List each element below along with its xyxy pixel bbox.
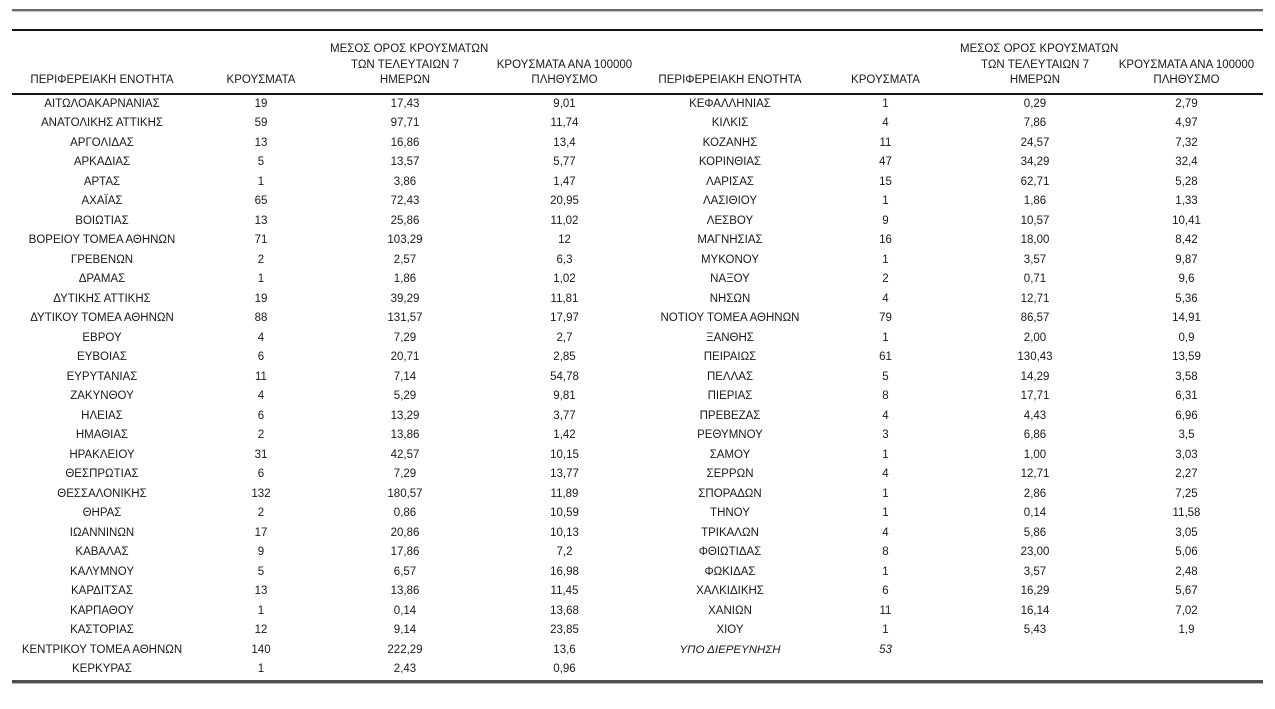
value-cell: 4 — [257, 390, 265, 402]
table-row — [12, 134, 1263, 154]
value-cell: 2,79 — [1175, 97, 1198, 110]
value-cell: 2,85 — [553, 351, 576, 363]
value-cell: 79 — [879, 312, 892, 324]
header-label: ΠΛΗΘΥΣΜΟ — [531, 74, 598, 86]
value-cell: 6 — [257, 468, 265, 480]
value-cell: 5 — [257, 565, 265, 578]
region-cell: ΠΕΛΛΑΣ — [706, 370, 754, 383]
region-cell: ΛΑΣΙΘΙΟΥ — [702, 195, 758, 207]
region-cell: ΚΙΛΚΙΣ — [711, 117, 749, 129]
region-cell: ΕΒΡΟΥ — [82, 331, 122, 344]
value-cell: 180,57 — [387, 487, 423, 500]
value-cell: 6,96 — [1175, 409, 1198, 422]
region-cell: ΞΑΝΘΗΣ — [706, 331, 754, 344]
value-cell: 6 — [257, 409, 265, 422]
value-cell: 3,03 — [1175, 448, 1198, 461]
value-cell: 6,3 — [556, 253, 573, 266]
value-cell: 13,77 — [550, 468, 579, 480]
value-cell: 6,31 — [1175, 390, 1198, 402]
region-cell: ΦΘΙΩΤΙΔΑΣ — [698, 546, 762, 558]
header-cases-right — [811, 30, 960, 94]
value-cell: 13 — [254, 585, 268, 597]
value-cell: 86,57 — [1020, 312, 1050, 324]
value-cell: 5,28 — [1175, 175, 1198, 188]
region-cell: ΚΕΦΑΛΛΗΝΙΑΣ — [689, 97, 771, 110]
value-cell: 1 — [882, 448, 889, 461]
table-row — [12, 602, 1263, 622]
value-cell: 4 — [882, 526, 889, 539]
value-cell: 9 — [882, 214, 889, 227]
value-cell: 13,57 — [390, 156, 420, 168]
table-row — [12, 621, 1263, 641]
value-cell: 11,45 — [550, 585, 579, 597]
value-cell: 1,86 — [393, 273, 417, 285]
value-cell: 11,02 — [550, 214, 579, 227]
value-cell: 7,29 — [393, 331, 417, 344]
value-cell: 8 — [882, 390, 889, 402]
region-cell: ΘΗΡΑΣ — [82, 507, 122, 519]
value-cell: 2,27 — [1175, 468, 1198, 480]
value-cell: 17,71 — [1020, 390, 1050, 402]
value-cell: 103,29 — [387, 234, 423, 246]
header-label: ΠΛΗΘΥΣΜΟ — [1153, 74, 1220, 86]
table-header — [12, 30, 1263, 94]
value-cell: 0,71 — [1023, 273, 1047, 285]
value-cell: 17,97 — [550, 312, 579, 324]
region-cell: ΕΥΡΥΤΑΝΙΑΣ — [66, 370, 138, 383]
value-cell: 12 — [558, 234, 571, 246]
value-cell: 1 — [257, 175, 265, 188]
region-cell: ΝΟΤΙΟΥ ΤΟΜΕΑ ΑΘΗΝΩΝ — [660, 312, 800, 324]
region-cell: ΕΥΒΟΙΑΣ — [77, 351, 127, 363]
value-cell: 3,57 — [1023, 565, 1047, 578]
value-cell: 0,86 — [393, 507, 417, 519]
value-cell: 131,57 — [387, 312, 423, 324]
value-cell — [960, 660, 1110, 680]
region-cell: ΓΡΕΒΕΝΩΝ — [70, 253, 134, 266]
value-cell: 13,4 — [553, 136, 576, 149]
header-avg7-left — [330, 30, 489, 94]
header-label: ΤΩΝ ΤΕΛΕΥΤΑΙΩΝ 7 — [351, 58, 459, 71]
value-cell: 140 — [251, 643, 271, 656]
header-label: ΠΕΡΙΦΕΡΕΙΑΚΗ ΕΝΟΤΗΤΑ — [30, 74, 174, 86]
value-cell: 39,29 — [390, 292, 420, 305]
header-label: ΜΕΣΟΣ ΟΡΟΣ ΚΡΟΥΣΜΑΤΩΝ — [330, 43, 489, 55]
value-cell: 19 — [254, 292, 268, 305]
value-cell: 47 — [879, 156, 892, 168]
table-row — [12, 270, 1263, 290]
value-cell: 23,85 — [550, 624, 579, 636]
region-cell: ΧΙΟΥ — [716, 624, 744, 636]
table-row — [12, 94, 1263, 115]
value-cell: 17,43 — [390, 97, 420, 110]
header-label: ΚΡΟΥΣΜΑΤΑ ΑΝΑ 100000 — [1118, 58, 1255, 71]
value-cell: 1 — [882, 507, 889, 519]
value-cell: 132 — [251, 487, 271, 500]
value-cell: 8 — [882, 546, 889, 558]
value-cell: 3,5 — [1178, 429, 1195, 441]
region-cell: ΔΥΤΙΚΗΣ ΑΤΤΙΚΗΣ — [53, 292, 151, 305]
table-row — [12, 485, 1263, 505]
header-region-right — [649, 30, 811, 94]
value-cell: 54,78 — [550, 370, 579, 383]
value-cell: 32,4 — [1175, 156, 1198, 168]
header-cases-left — [192, 30, 330, 94]
value-cell: 1 — [882, 624, 889, 636]
value-cell: 11,89 — [550, 487, 579, 500]
value-cell: 12,71 — [1020, 468, 1050, 480]
value-cell: 12 — [254, 624, 268, 636]
header-avg7-right — [960, 30, 1119, 94]
region-cell: ΗΛΕΙΑΣ — [81, 409, 123, 422]
table-row — [12, 563, 1263, 583]
value-cell: 4 — [882, 409, 889, 422]
region-cell: ΚΑΒΑΛΑΣ — [75, 546, 129, 558]
top-divider-rule — [12, 9, 1263, 12]
value-cell: 11 — [255, 370, 267, 383]
table-row — [12, 426, 1263, 446]
value-cell: 4 — [882, 292, 889, 305]
value-cell: 3,05 — [1175, 526, 1198, 539]
region-cell: ΚΕΡΚΥΡΑΣ — [72, 663, 132, 675]
value-cell: 4,97 — [1175, 117, 1198, 129]
value-cell: 0,14 — [1023, 507, 1047, 519]
table-row — [12, 582, 1263, 602]
value-cell: 34,29 — [1020, 156, 1050, 168]
region-cell: ΚΑΛΥΜΝΟΥ — [70, 565, 134, 578]
region-cell: ΛΑΡΙΣΑΣ — [705, 175, 755, 188]
value-cell: 4,43 — [1023, 409, 1047, 422]
value-cell: 13 — [254, 214, 268, 227]
header-region-left — [12, 30, 192, 94]
region-cell: ΛΕΣΒΟΥ — [706, 214, 754, 227]
value-cell: 1,86 — [1023, 195, 1047, 207]
region-cell: ΤΗΝΟΥ — [710, 507, 750, 519]
value-cell: 11,58 — [1172, 507, 1201, 519]
region-cell: ΑΡΚΑΔΙΑΣ — [73, 156, 131, 168]
value-cell: 61 — [879, 351, 892, 363]
region-cell: ΚΟΖΑΝΗΣ — [702, 136, 758, 149]
value-cell: 23,00 — [1020, 546, 1050, 558]
region-cell: ΚΟΡΙΝΘΙΑΣ — [698, 156, 762, 168]
value-cell: 7,29 — [393, 468, 417, 480]
value-cell: 17,86 — [390, 546, 420, 558]
value-cell: 5,06 — [1175, 546, 1198, 558]
region-cell: ΔΡΑΜΑΣ — [78, 273, 126, 285]
region-cell: ΚΕΝΤΡΙΚΟΥ ΤΟΜΕΑ ΑΘΗΝΩΝ — [21, 643, 183, 656]
header-label: ΚΡΟΥΣΜΑΤΑ — [851, 74, 920, 86]
value-cell: 11 — [879, 604, 892, 617]
value-cell: 3 — [882, 429, 889, 441]
value-cell: 13,86 — [390, 429, 420, 441]
table-row — [12, 290, 1263, 310]
region-cell: ΦΩΚΙΔΑΣ — [704, 565, 756, 578]
region-cell: ΧΑΝΙΩΝ — [708, 604, 752, 617]
table-row — [12, 329, 1263, 349]
value-cell: 9 — [257, 546, 265, 558]
region-cell: ΧΑΛΚΙΔΙΚΗΣ — [696, 585, 764, 597]
value-cell: 16,86 — [390, 136, 420, 149]
region-cell: ΚΑΡΔΙΤΣΑΣ — [71, 585, 133, 597]
value-cell: 13 — [254, 136, 268, 149]
table-row — [12, 231, 1263, 251]
value-cell: 71 — [254, 234, 268, 246]
value-cell: 1,02 — [553, 273, 576, 285]
value-cell: 7,86 — [1023, 117, 1047, 129]
table-row — [12, 251, 1263, 271]
table-row — [12, 446, 1263, 466]
table-row — [12, 504, 1263, 524]
value-cell: 19 — [254, 97, 268, 110]
value-cell: 62,71 — [1020, 175, 1050, 188]
value-cell: 1 — [257, 663, 265, 675]
region-cell: ΑΡΓΟΛΙΔΑΣ — [70, 136, 134, 149]
table-row — [12, 387, 1263, 407]
region-cell: ΤΡΙΚΑΛΩΝ — [701, 526, 759, 539]
value-cell: 13,6 — [553, 643, 576, 656]
region-cell: ΔΥΤΙΚΟΥ ΤΟΜΕΑ ΑΘΗΝΩΝ — [30, 312, 174, 324]
value-cell: 10,15 — [550, 448, 579, 461]
value-cell: 16,14 — [1020, 604, 1050, 617]
header-label: ΚΡΟΥΣΜΑΤΑ ΑΝΑ 100000 — [496, 58, 633, 71]
table-row — [12, 543, 1263, 563]
value-cell: 25,86 — [390, 214, 420, 227]
region-cell: ΣΕΡΡΩΝ — [706, 468, 754, 480]
header-row — [12, 30, 1263, 94]
value-cell — [1110, 660, 1263, 680]
header-per100k-right — [1110, 30, 1263, 94]
bottom-border-rule — [12, 680, 1263, 684]
value-cell: 42,57 — [390, 448, 420, 461]
table-row — [12, 153, 1263, 173]
region-cell: ΚΑΣΤΟΡΙΑΣ — [70, 624, 134, 636]
table-row — [12, 660, 1263, 680]
value-cell: 4 — [257, 331, 265, 344]
value-cell: 1 — [882, 195, 889, 207]
value-cell: 6 — [882, 585, 889, 597]
value-cell: 2,00 — [1023, 331, 1047, 344]
region-cell: ΗΡΑΚΛΕΙΟΥ — [69, 448, 135, 461]
region-cell: ΣΠΟΡΑΔΩΝ — [698, 487, 762, 500]
value-cell: 8,42 — [1175, 234, 1198, 246]
table-body — [12, 94, 1263, 680]
table-row — [12, 641, 1263, 661]
value-cell — [811, 660, 960, 680]
value-cell: 2 — [882, 273, 889, 285]
region-cell: ΜΥΚΟΝΟΥ — [700, 253, 760, 266]
region-cell: ΑΡΤΑΣ — [83, 175, 121, 188]
value-cell: 3,77 — [553, 409, 576, 422]
value-cell: 72,43 — [390, 195, 420, 207]
value-cell: 1 — [882, 487, 889, 500]
value-cell: 12,71 — [1020, 292, 1050, 305]
value-cell: 1 — [882, 253, 889, 266]
value-cell: 9,87 — [1175, 253, 1198, 266]
table-row — [12, 368, 1263, 388]
region-cell: ΝΑΞΟΥ — [710, 273, 750, 285]
value-cell: 97,71 — [390, 117, 420, 129]
value-cell: 222,29 — [387, 643, 423, 656]
value-cell: 3,86 — [393, 175, 417, 188]
value-cell: 1,47 — [553, 175, 576, 188]
table-row — [12, 173, 1263, 193]
header-label: ΤΩΝ ΤΕΛΕΥΤΑΙΩΝ 7 — [981, 58, 1089, 71]
value-cell: 13,29 — [390, 409, 420, 422]
table-row — [12, 524, 1263, 544]
value-cell: 2 — [257, 507, 265, 519]
value-cell: 0,14 — [393, 604, 417, 617]
region-cell — [649, 660, 811, 680]
value-cell: 9,14 — [393, 624, 417, 636]
table-row — [12, 407, 1263, 427]
table-row — [12, 212, 1263, 232]
value-cell: 0,29 — [1023, 97, 1047, 110]
table-row — [12, 309, 1263, 329]
value-cell: 2,7 — [556, 331, 573, 344]
value-cell: 0,9 — [1178, 331, 1195, 344]
value-cell: 14,29 — [1020, 370, 1050, 383]
value-cell: 5,77 — [553, 156, 576, 168]
value-cell: 7,25 — [1175, 487, 1198, 500]
value-cell: 10,13 — [550, 526, 579, 539]
value-cell: 20,95 — [550, 195, 579, 207]
value-cell: 2 — [257, 253, 265, 266]
table-row — [12, 348, 1263, 368]
value-cell: 2,43 — [393, 663, 417, 675]
value-cell: 4 — [882, 468, 889, 480]
value-cell: 7,02 — [1175, 604, 1198, 617]
value-cell: 13,59 — [1172, 351, 1201, 363]
region-cell: ΑΝΑΤΟΛΙΚΗΣ ΑΤΤΙΚΗΣ — [40, 117, 163, 129]
value-cell: 5 — [882, 370, 889, 383]
value-cell: 31 — [254, 448, 268, 461]
value-cell: 10,57 — [1020, 214, 1050, 227]
value-cell: 1 — [257, 604, 265, 617]
header-per100k-left — [480, 30, 649, 94]
value-cell: 9,6 — [1178, 273, 1195, 285]
value-cell: 53 — [879, 643, 892, 656]
value-cell: 5,43 — [1023, 624, 1047, 636]
region-cell: ΣΑΜΟΥ — [709, 448, 751, 461]
value-cell: 88 — [254, 312, 268, 324]
region-cell: ΝΗΣΩΝ — [709, 292, 751, 305]
value-cell: 1,9 — [1178, 624, 1195, 636]
value-cell: 1,42 — [553, 429, 576, 441]
value-cell: 14,91 — [1172, 312, 1201, 324]
value-cell: 7,32 — [1175, 136, 1198, 149]
value-cell: 16,29 — [1020, 585, 1050, 597]
value-cell: 13,86 — [390, 585, 420, 597]
value-cell: 20,71 — [390, 351, 420, 363]
header-label: ΠΕΡΙΦΕΡΕΙΑΚΗ ΕΝΟΤΗΤΑ — [658, 74, 802, 86]
value-cell: 6,57 — [393, 565, 417, 578]
value-cell: 10,41 — [1172, 214, 1201, 227]
header-label: ΗΜΕΡΩΝ — [379, 74, 431, 86]
table-row — [12, 114, 1263, 134]
value-cell: 20,86 — [390, 526, 420, 539]
value-cell: 65 — [254, 195, 268, 207]
value-cell: 7,2 — [556, 546, 573, 558]
region-cell: ΑΧΑΪΑΣ — [81, 195, 123, 207]
value-cell: 17 — [254, 526, 268, 539]
value-cell: 1 — [882, 565, 889, 578]
value-cell: 5,36 — [1175, 292, 1198, 305]
value-cell: 2,48 — [1175, 565, 1198, 578]
region-cell: ΗΜΑΘΙΑΣ — [75, 429, 129, 441]
region-cell: ΙΩΑΝΝΙΝΩΝ — [69, 526, 135, 539]
value-cell: 10,59 — [550, 507, 579, 519]
value-cell: 59 — [254, 117, 268, 129]
region-cell: ΘΕΣΣΑΛΟΝΙΚΗΣ — [57, 487, 147, 500]
value-cell: 11,81 — [550, 292, 579, 305]
value-cell: 9,01 — [553, 97, 576, 110]
value-cell: 3,57 — [1023, 253, 1047, 266]
table-row — [12, 465, 1263, 485]
value-cell: 16,98 — [550, 565, 579, 578]
value-cell: 16 — [879, 234, 892, 246]
region-cell: ΠΕΙΡΑΙΩΣ — [703, 351, 757, 363]
value-cell: 13,68 — [550, 604, 579, 617]
value-cell: 7,14 — [393, 370, 417, 383]
value-cell: 130,43 — [1017, 351, 1053, 363]
report-page — [0, 9, 1275, 684]
value-cell: 6,86 — [1023, 429, 1047, 441]
value-cell: 5,67 — [1175, 585, 1198, 597]
header-label: ΚΡΟΥΣΜΑΤΑ — [226, 74, 296, 86]
value-cell: 5,29 — [393, 390, 417, 402]
value-cell: 15 — [879, 175, 892, 188]
value-cell: 1,33 — [1175, 195, 1198, 207]
value-cell: 5,86 — [1023, 526, 1047, 539]
value-cell: 18,00 — [1020, 234, 1050, 246]
value-cell: 2 — [257, 429, 265, 441]
value-cell: 1 — [882, 331, 889, 344]
value-cell: 1 — [882, 97, 889, 110]
value-cell: 9,81 — [553, 390, 576, 402]
regional-cases-table — [12, 29, 1263, 680]
region-cell: ΜΑΓΝΗΣΙΑΣ — [697, 234, 763, 246]
value-cell: 2,57 — [393, 253, 417, 266]
region-cell: ΒΟΡΕΙΟΥ ΤΟΜΕΑ ΑΘΗΝΩΝ — [28, 234, 176, 246]
region-cell: ΠΡΕΒΕΖΑΣ — [699, 409, 761, 422]
header-label: ΜΕΣΟΣ ΟΡΟΣ ΚΡΟΥΣΜΑΤΩΝ — [960, 43, 1119, 55]
value-cell: 24,57 — [1020, 136, 1050, 149]
value-cell — [960, 641, 1110, 661]
region-cell: ΖΑΚΥΝΘΟΥ — [70, 390, 134, 402]
header-label: ΗΜΕΡΩΝ — [1009, 74, 1061, 86]
region-cell: ΚΑΡΠΑΘΟΥ — [70, 604, 134, 617]
value-cell: 5 — [257, 156, 265, 168]
value-cell: 4 — [882, 117, 889, 129]
value-cell: 3,58 — [1175, 370, 1198, 383]
value-cell: 1 — [257, 273, 265, 285]
value-cell: 0,96 — [553, 663, 576, 675]
table-row — [12, 192, 1263, 212]
value-cell — [1110, 641, 1263, 661]
region-cell: ΠΙΕΡΙΑΣ — [707, 390, 753, 402]
value-cell: 11 — [879, 136, 892, 149]
value-cell: 11,74 — [550, 117, 579, 129]
region-cell: ΘΕΣΠΡΩΤΙΑΣ — [65, 468, 139, 480]
value-cell: 2,86 — [1023, 487, 1047, 500]
value-cell: 1,00 — [1023, 448, 1047, 461]
region-cell: ΒΟΙΩΤΙΑΣ — [75, 214, 129, 227]
region-cell: ΡΕΘΥΜΝΟΥ — [697, 429, 763, 441]
region-cell: ΥΠΟ ΔΙΕΡΕΥΝΗΣΗ — [679, 643, 781, 656]
value-cell: 6 — [257, 351, 265, 363]
region-cell: ΑΙΤΩΛΟΑΚΑΡΝΑΝΙΑΣ — [44, 97, 160, 110]
